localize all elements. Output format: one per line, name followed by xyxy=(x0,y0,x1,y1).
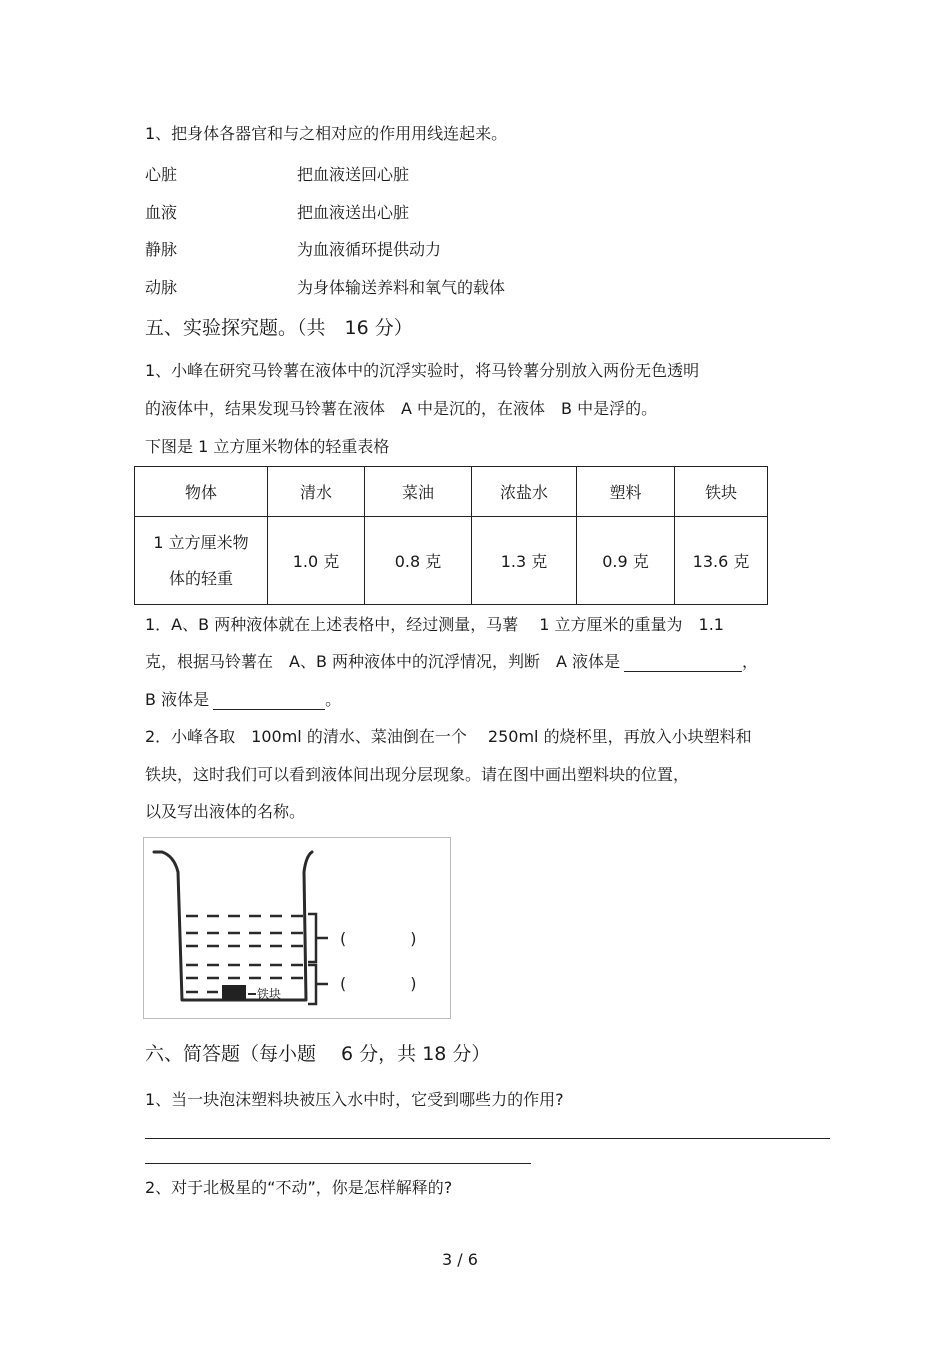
beaker-figure[interactable] xyxy=(143,837,451,1019)
table-cell: 1.3 克 xyxy=(472,517,577,605)
table-cell: 0.8 克 xyxy=(365,517,472,605)
function-1: 把血液送回心脏 xyxy=(297,165,410,184)
upper-liquid-label: ( ) xyxy=(340,929,417,948)
section5-heading: 五、实验探究题。（共 16 分） xyxy=(145,317,413,339)
upper-bracket xyxy=(308,914,316,962)
page-number: 3 / 6 xyxy=(442,1250,478,1269)
matching-prompt: 1、把身体各器官和与之相对应的作用用线连起来。 xyxy=(145,124,508,143)
sub1-line2-end: ， xyxy=(742,652,759,671)
function-3: 为血液循环提供动力 xyxy=(297,240,442,259)
sub2-line3: 以及写出液体的名称。 xyxy=(145,802,306,821)
sub1-line3-end: 。 xyxy=(325,690,342,709)
section6-heading: 六、简答题（每小题 6 分，共 18 分） xyxy=(145,1043,491,1065)
lower-liquid-label: ( ) xyxy=(340,974,417,993)
experiment-intro-line1: 1、小峰在研究马铃薯在液体中的沉浮实验时，将马铃薯分别放入两份无色透明 xyxy=(145,361,700,380)
organ-artery: 动脉 xyxy=(145,278,178,297)
organ-blood: 血液 xyxy=(145,203,178,222)
sub2-line1: 2．小峰各取 100ml 的清水、菜油倒在一个 250ml 的烧杯里，再放入小块塑料和 xyxy=(145,727,752,746)
sub1-line1: 1．A、B 两种液体就在上述表格中，经过测量，马薯 1 立方厘米的重量为 1.1 xyxy=(145,615,724,634)
sub2-line2: 铁块，这时我们可以看到液体间出现分层现象。请在图中画出塑料块的位置， xyxy=(145,765,690,784)
liquid-layers xyxy=(186,916,304,992)
organ-heart: 心脏 xyxy=(145,165,178,184)
answer-blank-b[interactable] xyxy=(213,693,325,710)
table-row-label xyxy=(135,517,268,605)
table-cell: 1.0 克 xyxy=(268,517,365,605)
table-header-cell: 浓盐水 xyxy=(472,467,577,517)
short-answer-q1: 1、当一块泡沫塑料块被压入水中时，它受到哪些力的作用? xyxy=(145,1090,564,1109)
iron-label: 铁块 xyxy=(257,987,282,1001)
function-4: 为身体输送养料和氧气的载体 xyxy=(297,278,506,297)
lower-bracket xyxy=(308,965,316,1004)
layer-brackets xyxy=(308,914,328,1004)
table-header-cell: 塑料 xyxy=(577,467,675,517)
row-label-line1: 1 立方厘米物 xyxy=(153,532,249,552)
table-cell: 0.9 克 xyxy=(577,517,675,605)
row-label-line2: 体的轻重 xyxy=(168,568,233,588)
table-header-cell: 物体 xyxy=(135,467,268,517)
iron-block xyxy=(222,985,246,1000)
weight-table xyxy=(134,466,768,605)
experiment-intro-line2: 的液体中，结果发现马铃薯在液体 A 中是沉的，在液体 B 中是浮的。 xyxy=(145,399,658,418)
table-header-row xyxy=(135,467,768,517)
sub1-line3 xyxy=(145,690,341,710)
sub1-line3-text: B 液体是 xyxy=(145,690,210,709)
answer-blank-a[interactable] xyxy=(624,655,742,672)
sub1-line2-text: 克，根据马铃薯在 A、B 两种液体中的沉浮情况，判断 A 液体是 xyxy=(145,652,621,671)
organ-vein: 静脉 xyxy=(145,240,178,259)
table-caption: 下图是 1 立方厘米物体的轻重表格 xyxy=(145,437,390,456)
function-2: 把血液送出心脏 xyxy=(297,203,410,222)
short-answer-q2: 2、对于北极星的“不动”，你是怎样解释的? xyxy=(145,1178,453,1197)
answer-line-2[interactable] xyxy=(145,1163,531,1164)
table-header-cell: 清水 xyxy=(268,467,365,517)
table-header-cell: 铁块 xyxy=(675,467,768,517)
table-cell: 13.6 克 xyxy=(675,517,768,605)
answer-line-1[interactable] xyxy=(145,1138,830,1139)
table-row xyxy=(135,517,768,605)
beaker-drawing xyxy=(144,838,450,1018)
sub1-line2 xyxy=(145,652,758,672)
table-header-cell: 菜油 xyxy=(365,467,472,517)
